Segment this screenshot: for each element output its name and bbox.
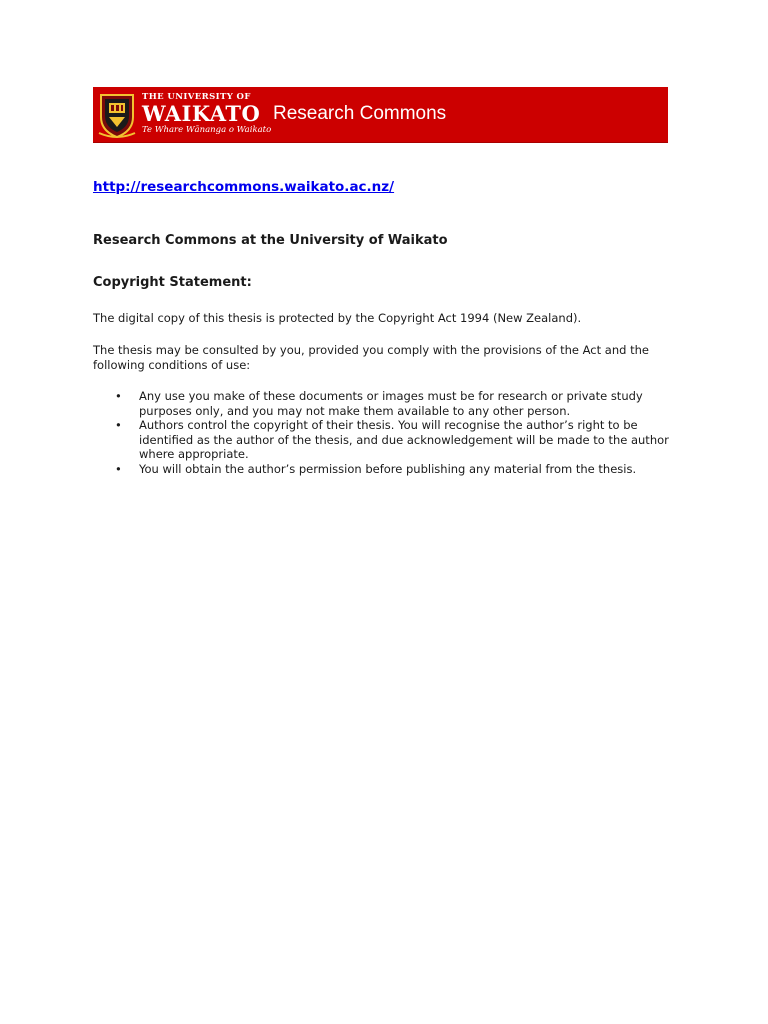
logo-line-university-of: THE UNIVERSITY OF bbox=[142, 92, 251, 102]
university-crest-icon bbox=[97, 91, 137, 139]
copyright-heading: Copyright Statement: bbox=[93, 275, 252, 290]
conditions-paragraph: The thesis may be consulted by you, provided you comply with the provisions of the Act and the following conditions of use: bbox=[93, 343, 649, 372]
banner-title: Research Commons bbox=[273, 103, 447, 124]
list-item-text: Authors control the copyright of their thesis. You will recognise the author’s right to be identified as the author of the thesis, and due acknowledgement will be made to the author where appropriate. bbox=[139, 418, 669, 461]
list-item bbox=[112, 389, 672, 418]
bullet-icon: • bbox=[115, 389, 122, 403]
list-item-text: Any use you make of these documents or images must be for research or private study purposes only, and you may not make them available to any other person. bbox=[139, 389, 643, 418]
list-item-text: You will obtain the author’s permission before publishing any material from the thesis. bbox=[139, 461, 637, 476]
logo-line-maori-name: Te Whare Wānanga o Waikato bbox=[142, 124, 272, 135]
banner-divider bbox=[259, 99, 260, 131]
header-banner bbox=[93, 87, 668, 143]
conditions-list bbox=[112, 389, 672, 476]
page-title: Research Commons at the University of Waikato bbox=[93, 233, 448, 248]
university-logo bbox=[142, 93, 271, 134]
list-item bbox=[112, 418, 672, 462]
copyright-paragraph: The digital copy of this thesis is protected by the Copyright Act 1994 (New Zealand). bbox=[93, 311, 582, 325]
list-item bbox=[112, 462, 672, 477]
logo-line-waikato: WAIKATO bbox=[142, 100, 261, 126]
bullet-icon: • bbox=[115, 461, 122, 476]
research-commons-link[interactable]: http://researchcommons.waikato.ac.nz/ bbox=[93, 179, 395, 195]
bullet-icon: • bbox=[115, 418, 122, 432]
